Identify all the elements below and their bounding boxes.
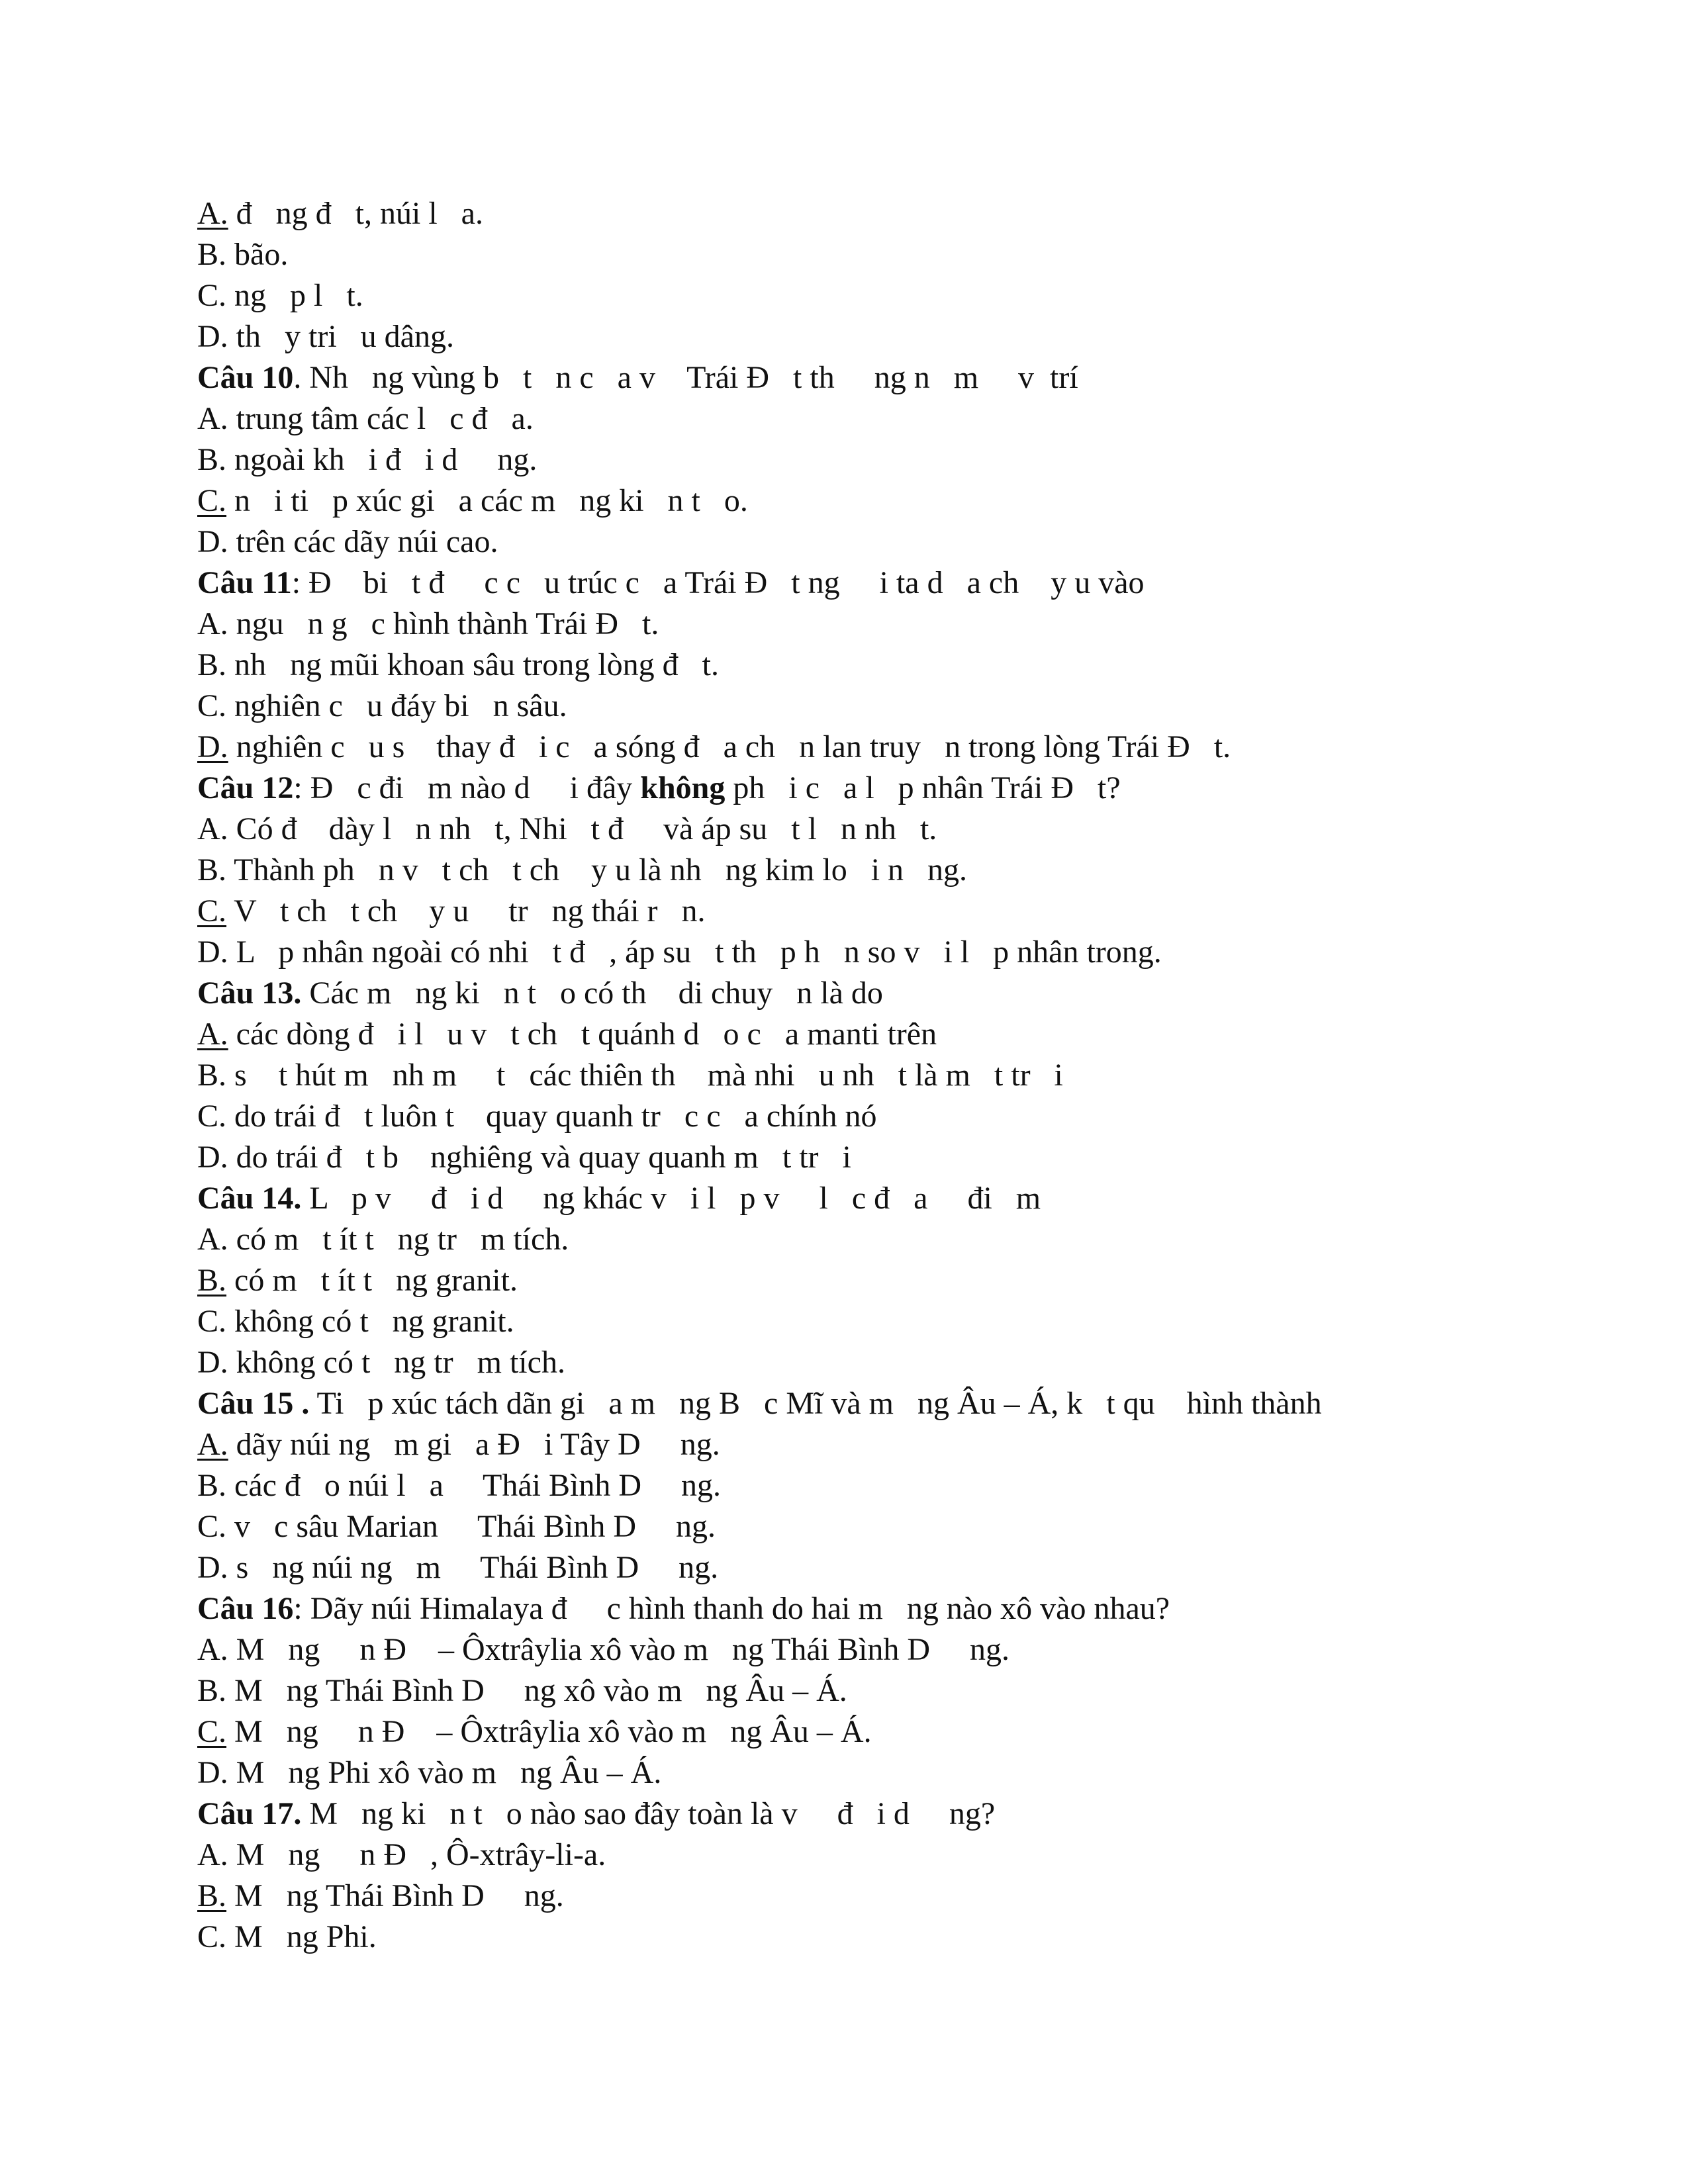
question-number: Câu 10 (197, 360, 294, 395)
question-line (197, 563, 1521, 604)
line-text: B. ngoài kh i đ i d ng. (197, 442, 538, 477)
answer-line (197, 522, 1521, 563)
line-text: A. ngu n g c hình thành Trái Đ t. (197, 606, 659, 641)
line-text: các dòng đ i l u v t ch t quánh d o c a manti trên (228, 1017, 937, 1052)
line-text: D. s ng núi ng m Thái Bình D ng. (197, 1550, 719, 1585)
line-text: B. s t hút m nh m t các thiên th mà nhi u nh t là m t tr i (197, 1058, 1063, 1093)
emphasis-word: không (640, 770, 726, 805)
answer-line (197, 439, 1521, 480)
answer-line (197, 1137, 1521, 1178)
question-number: Câu 13. (197, 976, 302, 1011)
answer-line (197, 1711, 1521, 1752)
line-text: D. L p nhân ngoài có nhi t đ , áp su t th p h n so v i l p nhân trong. (197, 934, 1162, 970)
line-text: B. nh ng mũi khoan sâu trong lòng đ t. (197, 647, 719, 682)
answer-line (197, 275, 1521, 316)
answer-line (197, 316, 1521, 357)
question-number: Câu 16 (197, 1591, 294, 1626)
line-text: A. Có đ dày l n nh t, Nhi t đ và áp su t l n nh t. (197, 811, 937, 846)
question-number: Câu 14. (197, 1181, 302, 1216)
question-line (197, 1588, 1521, 1629)
line-text: ph i c a l p nhân Trái Đ t? (725, 770, 1121, 805)
question-number: Câu 15 . (197, 1386, 310, 1421)
answer-line (197, 891, 1521, 932)
answer-line (197, 1096, 1521, 1137)
line-text: A. trung tâm các l c đ a. (197, 401, 534, 436)
answer-key-underlined: C. (197, 893, 227, 929)
line-text: Ti p xúc tách dãn gi a m ng B c Mĩ và m ng Âu – Á, k t qu hình thành (309, 1386, 1322, 1421)
line-text: : Dãy núi Himalaya đ c hình thanh do hai m ng nào xô vào nhau? (293, 1591, 1170, 1626)
line-text: C. v c sâu Marian Thái Bình D ng. (197, 1509, 716, 1544)
answer-line (197, 1506, 1521, 1547)
line-text: M ng Thái Bình D ng. (226, 1878, 564, 1913)
line-text: C. nghiên c u đáy bi n sâu. (197, 688, 567, 723)
answer-line (197, 727, 1521, 768)
answer-line (197, 850, 1521, 891)
line-text: C. ng p l t. (197, 278, 363, 313)
answer-line (197, 1547, 1521, 1588)
answer-line (197, 686, 1521, 727)
line-text: Các m ng ki n t o có th di chuy n là do (301, 976, 883, 1011)
line-text: A. M ng n Đ – Ôxtrâylia xô vào m ng Thái Bình D ng. (197, 1632, 1010, 1667)
answer-line (197, 1219, 1521, 1260)
answer-line (197, 1342, 1521, 1383)
line-text: B. bão. (197, 237, 289, 272)
answer-line (197, 1301, 1521, 1342)
line-text: C. không có t ng granit. (197, 1304, 514, 1339)
answer-line (197, 604, 1521, 645)
line-text: D. do trái đ t b nghiêng và quay quanh m t tr i (197, 1140, 851, 1175)
line-text: C. M ng Phi. (197, 1919, 377, 1954)
answer-line (197, 932, 1521, 973)
answer-line (197, 1876, 1521, 1917)
answer-line (197, 193, 1521, 234)
answer-line (197, 398, 1521, 439)
answer-key-underlined: C. (197, 483, 227, 518)
line-text: A. M ng n Đ , Ô-xtrây-li-a. (197, 1837, 606, 1872)
line-text: B. Thành ph n v t ch t ch y u là nh ng kim lo i n ng. (197, 852, 968, 887)
answer-line (197, 809, 1521, 850)
answer-line (197, 1670, 1521, 1711)
answer-line (197, 1260, 1521, 1301)
line-text: nghiên c u s thay đ i c a sóng đ a ch n lan truy n trong lòng Trái Đ t. (228, 729, 1231, 764)
answer-key-underlined: A. (197, 1017, 228, 1052)
question-line (197, 973, 1521, 1014)
answer-line (197, 645, 1521, 686)
question-line (197, 1178, 1521, 1219)
answer-line (197, 1055, 1521, 1096)
answer-line (197, 1917, 1521, 1958)
line-text: dãy núi ng m gi a Đ i Tây D ng. (228, 1427, 720, 1462)
line-text: n i ti p xúc gi a các m ng ki n t o. (226, 483, 748, 518)
document-page (197, 193, 1521, 1958)
answer-key-underlined: C. (197, 1714, 227, 1749)
answer-line (197, 1465, 1521, 1506)
answer-line (197, 1629, 1521, 1670)
answer-line (197, 1752, 1521, 1794)
question-line (197, 768, 1521, 809)
line-text: có m t ít t ng granit. (226, 1263, 518, 1298)
line-text: L p v đ i d ng khác v i l p v l c đ a đi m (301, 1181, 1041, 1216)
answer-line (197, 1424, 1521, 1465)
question-line (197, 1794, 1521, 1835)
line-text: đ ng đ t, núi l a. (228, 196, 483, 231)
answer-line (197, 234, 1521, 275)
line-text: B. các đ o núi l a Thái Bình D ng. (197, 1468, 722, 1503)
line-text: D. trên các dãy núi cao. (197, 524, 498, 559)
line-text: . Nh ng vùng b t n c a v Trái Đ t th ng n m v trí (293, 360, 1078, 395)
answer-key-underlined: B. (197, 1878, 227, 1913)
question-number: Câu 11 (197, 565, 292, 600)
line-text: V t ch t ch y u tr ng thái r n. (226, 893, 706, 929)
answer-line (197, 480, 1521, 522)
line-text: M ng n Đ – Ôxtrâylia xô vào m ng Âu – Á. (226, 1714, 872, 1749)
question-number: Câu 17. (197, 1796, 302, 1831)
line-text: : Đ c đi m nào d i đây (293, 770, 641, 805)
line-text: M ng ki n t o nào sao đây toàn là v đ i d ng? (301, 1796, 996, 1831)
answer-line (197, 1835, 1521, 1876)
line-text: D. M ng Phi xô vào m ng Âu – Á. (197, 1755, 662, 1790)
answer-key-underlined: D. (197, 729, 228, 764)
question-line (197, 357, 1521, 398)
answer-line (197, 1014, 1521, 1055)
question-number: Câu 12 (197, 770, 294, 805)
line-text: C. do trái đ t luôn t quay quanh tr c c a chính nó (197, 1099, 877, 1134)
line-text: D. th y tri u dâng. (197, 319, 454, 354)
question-line (197, 1383, 1521, 1424)
answer-key-underlined: B. (197, 1263, 227, 1298)
line-text: A. có m t ít t ng tr m tích. (197, 1222, 569, 1257)
line-text: B. M ng Thái Bình D ng xô vào m ng Âu – Á. (197, 1673, 847, 1708)
line-text: D. không có t ng tr m tích. (197, 1345, 565, 1380)
line-text: : Đ bi t đ c c u trúc c a Trái Đ t ng i ta d a ch y u vào (291, 565, 1145, 600)
answer-key-underlined: A. (197, 1427, 228, 1462)
answer-key-underlined: A. (197, 196, 228, 231)
